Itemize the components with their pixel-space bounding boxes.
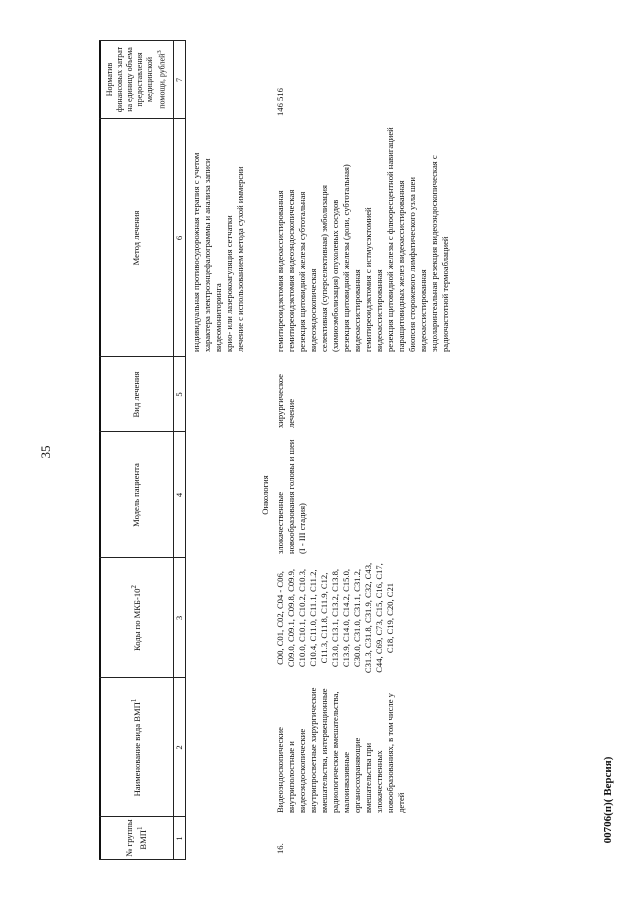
- column-number: 4: [173, 492, 184, 498]
- column-number: 1: [173, 836, 184, 841]
- header-patient-model: Модель пациента: [130, 463, 141, 527]
- treatment-method: гемитиреоидэктомия видеоэндоскопическая: [286, 189, 296, 352]
- previous-row-methods: [191, 124, 246, 352]
- section-title: Онкология: [260, 475, 270, 515]
- header-group-number: № группы ВМП$^1$: [123, 819, 148, 857]
- rotated-table: [85, 40, 615, 860]
- column-number: 2: [173, 745, 184, 750]
- treatment-method: резекция щитовидной железы субтотальная видеоэндоскопическая: [297, 191, 318, 352]
- row-cost-norm: 146 516: [275, 88, 285, 116]
- header-vmp-name: Наименование вида ВМП$^1$: [130, 698, 142, 797]
- treatment-method: резекция щитовидной железы (доли, субтотальная) видеоассистированная: [341, 164, 362, 352]
- header-icd-codes: Коды по МКБ-$10^2$: [130, 584, 142, 652]
- treatment-method: резекция щитовидной железы с флюоресцентной навигацией паращитовидных желез видеоассистированная: [385, 127, 406, 352]
- row-vmp-name: Видеоэндоскопические внутриполостные и видеоэндоскопические внутрипросветные хирургические вмешательства, интервенционные радиологические вмешательства, малоинвазивные органосохраняющие вмешательства при злокачественных новообразованиях, в том числе у детей: [275, 687, 406, 813]
- previous-method: индивидуальная противосудорожная терапия с учетом характера электроэнцефалограммы и анализа записи видеомониторинга: [191, 152, 223, 352]
- row-treatment-type: хирургическое лечение: [275, 374, 296, 428]
- treatment-method: гемитиреоидэктомия с истмусэктомией видеоассистированная: [363, 207, 384, 352]
- header-treatment-type: Вид лечения: [130, 371, 141, 418]
- previous-method: лечение с использованием метода сухой иммерсии: [235, 166, 245, 352]
- column-number: 6: [173, 235, 184, 241]
- row-treatment-methods: [275, 124, 451, 352]
- treatment-method: селективная (суперселективная) эмболизация (химиоэмболизация) опухолевых сосудов: [319, 185, 340, 352]
- column-number: 3: [173, 615, 184, 621]
- header-cost-norm: Норматив финансовых затрат на единицу объема предоставления медицинской помощи, рублей$^3$: [104, 46, 167, 113]
- header-treatment-method: Метод лечения: [130, 210, 141, 266]
- treatment-method: эндоларингеальная резекция видеоэндоскопическая с радиочастотной термоаблацией: [429, 155, 450, 352]
- previous-method: криo- или лазерокоагуляция сетчатки: [224, 215, 234, 352]
- row-patient-model: злокачественные новообразования головы и шеи (I - III стадия): [275, 439, 307, 554]
- treatment-method: гемитиреоидэктомия видеоассистированная: [275, 190, 285, 352]
- treatment-method: биопсия сторожевого лимфатического узла шеи видеоассистированная: [407, 177, 428, 352]
- row-group-number: 16.: [275, 843, 285, 854]
- column-number: 7: [173, 77, 184, 83]
- row-icd-codes: C00, C01, C02, C04 - C06, C09.0, C09.1, C09.8, C09.9, C10.0, C10.1, C10.2, C10.3, C10.4, C11.0, C11.1, C11.2, C11.3, C11.8, C11.9, C12, C13.0, C13.1, C13.2, C13.8, C13.9, C14.0, C14.2, C15.0, C30.0, C31.0, C31.1, C31.2, C31.3, C31.8, C31.9, C32, C43, C44, C69, C73, C15, C16, C17, C18, C19, C20, C21: [275, 562, 395, 674]
- column-number: 5: [173, 392, 184, 397]
- column-numbers-divider: [185, 40, 186, 860]
